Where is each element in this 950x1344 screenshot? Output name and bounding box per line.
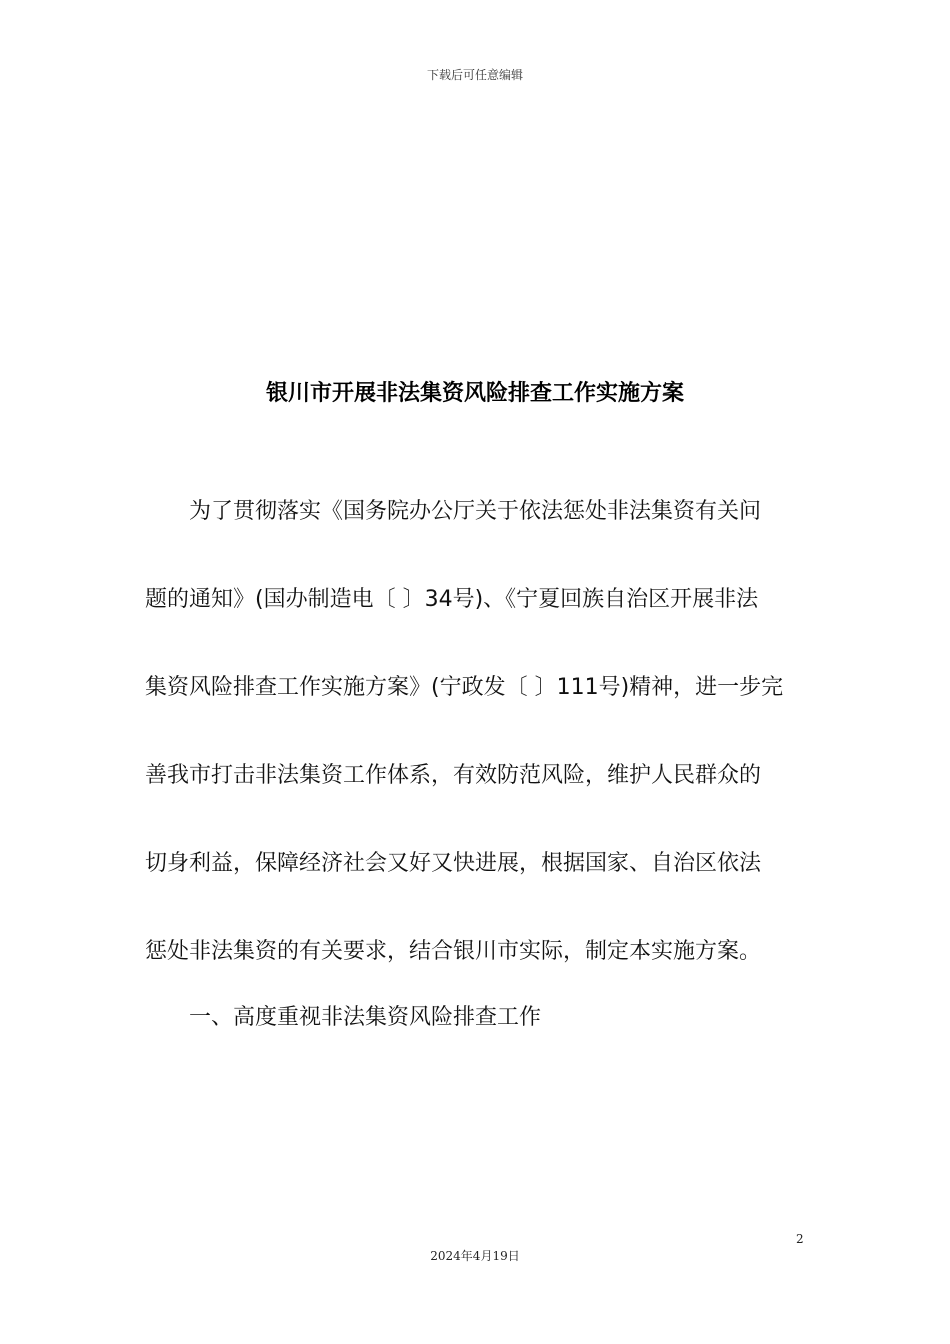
- body-paragraph: [145, 468, 805, 996]
- section-heading: 一、高度重视非法集资风险排查工作: [189, 1005, 542, 1030]
- paragraph-line: 题的通知》(国办制造电〔 〕34号)、《宁夏回族自治区开展非法: [145, 587, 759, 612]
- paragraph-line: 为了贯彻落实《国务院办公厅关于依法惩处非法集资有关问: [189, 499, 762, 524]
- paragraph-line: 集资风险排查工作实施方案》(宁政发〔 〕111号)精神，进一步完: [145, 675, 784, 700]
- paragraph-line: 善我市打击非法集资工作体系，有效防范风险，维护人民群众的: [145, 763, 762, 788]
- page-number: 2: [796, 1232, 804, 1246]
- document-title: 银川市开展非法集资风险排查工作实施方案: [265, 381, 684, 406]
- paragraph-line: 切身利益，保障经济社会又好又快进展，根据国家、自治区依法: [145, 851, 762, 876]
- page-header: 下载后可任意编辑: [426, 68, 523, 82]
- footer-date: 2024年4月19日: [430, 1249, 520, 1263]
- paragraph-line: 惩处非法集资的有关要求，结合银川市实际，制定本实施方案。: [145, 939, 762, 964]
